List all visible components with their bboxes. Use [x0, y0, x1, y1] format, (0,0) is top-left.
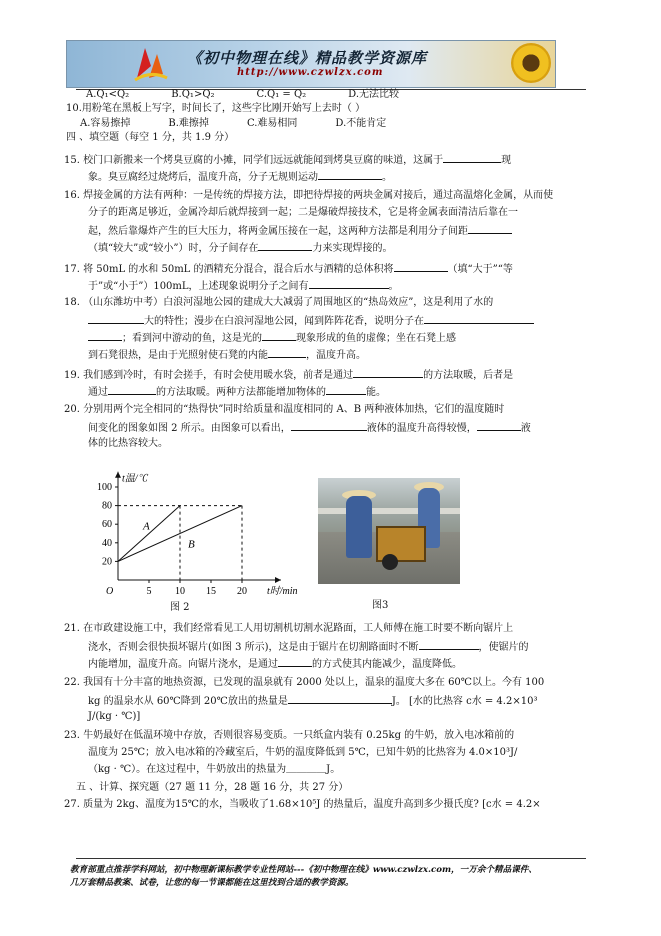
text-line: [88, 347, 366, 363]
text-segment: （填“较大”或“较小”）时，分子间存在: [88, 243, 259, 254]
text-line: [88, 710, 140, 724]
answer-blank[interactable]: [394, 261, 448, 272]
text-segment: J/(kg · ℃)]: [88, 711, 141, 722]
text-line: [64, 798, 541, 812]
x-axis-label: t时/min: [267, 586, 298, 597]
text-segment: A.Q₁<Q₂: [86, 89, 130, 100]
answer-blank[interactable]: [88, 330, 122, 341]
x-tick-label: 20: [237, 586, 247, 597]
text-segment: 的方法取暖。两种方法都能增加物体的: [156, 387, 326, 398]
text-line: [64, 296, 493, 310]
text-line: [80, 117, 386, 131]
text-segment: 于”或“小于”）100mL，上述现象说明分子之间有: [88, 281, 309, 292]
answer-blank[interactable]: [108, 384, 156, 395]
text-line: [88, 223, 512, 239]
text-line: [88, 330, 456, 346]
x-axis-arrow: [275, 577, 281, 583]
text-line: [88, 206, 518, 220]
text-segment: 起，然后靠爆炸产生的巨大压力，将两金属压接在一起，这两种方法都是利用分子间距: [88, 226, 468, 237]
answer-blank[interactable]: [419, 639, 479, 650]
text-segment: 23. 牛奶最好在低温环境中存放，否则很容易变质。一只纸盒内装有 0.25kg 的牛奶，放入电冰箱前的: [64, 730, 515, 741]
figure-2-caption: 图 2: [170, 602, 190, 613]
banner-title: 《初中物理在线》精品教学资源库: [187, 49, 428, 67]
answer-blank[interactable]: [262, 330, 296, 341]
y-tick-label: 80: [102, 500, 112, 512]
text-line: [64, 622, 513, 636]
series-line-a: [118, 506, 180, 562]
answer-blank[interactable]: [268, 347, 306, 358]
text-segment: B.难擦掉: [168, 118, 209, 129]
text-segment: D.不能肯定: [335, 118, 387, 129]
text-segment: 分子的距离足够近，金属冷却后就焊接到一起；二是爆破焊接技术，它是将金属表面清洁后靠在一: [88, 207, 518, 218]
text-segment: ；看到河中游动的鱼，这是光的: [122, 333, 262, 344]
text-line: [66, 102, 365, 116]
text-line: [86, 88, 399, 102]
text-segment: 液体的温度升高得较慢，: [366, 423, 477, 434]
x-tick-label: 15: [206, 586, 216, 597]
text-segment: 五 、计算、探究题（27 题 11 分，28 题 16 分，共 27 分）: [76, 782, 349, 793]
site-logo-icon: [131, 44, 169, 82]
banner-url: http://www.czwlzx.com: [237, 67, 384, 78]
answer-blank[interactable]: [88, 313, 144, 324]
answer-blank[interactable]: [477, 420, 521, 431]
y-axis-arrow: [115, 472, 121, 478]
text-segment: 内能增加，温度升高。向锯片浇水，是通过: [88, 659, 278, 670]
text-segment: ，使锯片的: [478, 642, 529, 653]
sunflower-icon: [511, 43, 551, 83]
text-segment: A.容易擦掉: [80, 118, 131, 129]
text-segment: C.Q₁ = Q₂: [256, 89, 307, 100]
text-segment: 10.用粉笔在黑板上写字，时间长了，这些字比刚开始写上去时（ ）: [66, 103, 366, 114]
text-segment: 19. 我们感到冷时，有时会搓手，有时会使用暖水袋，前者是通过: [64, 370, 354, 381]
answer-blank[interactable]: [258, 240, 312, 251]
text-line: [88, 278, 399, 294]
text-line: [64, 403, 504, 417]
worker: [346, 496, 372, 558]
text-segment: 力来实现焊接的。: [312, 243, 393, 254]
text-line: [64, 152, 511, 168]
text-segment: 的方法取暖，后者是: [423, 370, 514, 381]
text-line: [64, 676, 544, 690]
text-segment: kg 的温泉水从 60℃降到 20℃放出的热量是: [88, 696, 288, 707]
text-segment: 17. 将 50mL 的水和 50mL 的酒精充分混合，混合后水与酒精的总体积将: [64, 264, 394, 275]
text-line: [64, 189, 553, 203]
text-segment: 浇水，否则会很快损坏锯片(如图 3 所示)，这是由于锯片在切割路面时不断: [88, 642, 419, 653]
y-tick-label: 60: [102, 519, 112, 531]
answer-blank[interactable]: [468, 223, 512, 234]
text-segment: 27. 质量为 2kg、温度为15℃的水，当吸收了1.68×10⁵J 的热量后，温度升高到多少摄氏度? [c水 = 4.2×: [64, 799, 541, 810]
y-axis-label: t温/℃: [122, 473, 148, 485]
machine-wheel: [382, 554, 398, 570]
answer-blank[interactable]: [288, 693, 392, 704]
series-label: A: [143, 520, 150, 533]
text-segment: 现: [501, 155, 512, 166]
text-segment: 。: [388, 281, 399, 292]
footer-rule: [76, 858, 586, 859]
text-line: [88, 437, 168, 451]
road-cutting-photo: [318, 478, 460, 584]
text-line: [88, 639, 529, 655]
text-line: [88, 693, 537, 709]
footer-line-1: 教育部重点推荐学科网站，初中物理新课标教学专业性网站---《初中物理在线》www.czwlzx.com，一万余个精品课件、: [70, 865, 537, 875]
text-line: [88, 384, 386, 400]
text-line: [64, 261, 513, 277]
text-line: [88, 763, 340, 777]
text-line: [66, 131, 234, 145]
text-segment: 大的特性；漫步在白浪河湿地公园，闻到阵阵花香，说明分子在: [144, 316, 424, 327]
text-line: [88, 313, 534, 329]
text-line: [64, 729, 514, 743]
text-segment: 到石凳很热，是由于光照射使石凳的内能: [88, 350, 268, 361]
text-segment: D.无法比较: [348, 89, 399, 100]
header-banner: [66, 40, 556, 88]
text-segment: 四 、填空题（每空 1 分，共 1.9 分）: [66, 132, 235, 143]
text-segment: 16. 焊接金属的方法有两种：一是传统的焊接方法，即把待焊接的两块金属对接后，通过高温熔化金属，从而使: [64, 190, 554, 201]
text-segment: 22. 我国有十分丰富的地热资源，已发现的温泉就有 2000 处以上，温泉的温度大多在 60℃以上。今有 100: [64, 677, 545, 688]
text-segment: C.难易相同: [246, 118, 298, 129]
text-segment: 能。: [366, 387, 386, 398]
temperature-time-chart: [88, 460, 308, 610]
y-tick-label: 40: [102, 537, 112, 549]
text-line: [76, 781, 348, 795]
text-segment: 现象形成的鱼的虚像；坐在石凳上感: [296, 333, 456, 344]
text-segment: （填“大于”“等: [447, 264, 513, 275]
text-segment: 21. 在市政建设施工中，我们经常看见工人用切割机切割水泥路面，工人师傅在施工时要不断向锯片上: [64, 623, 514, 634]
footer-line-2: 几万套精品教案、试卷，让您的每一节课都能在这里找到合适的教学资源。: [70, 878, 354, 888]
answer-blank[interactable]: [326, 384, 366, 395]
text-segment: ，温度升高。: [306, 350, 366, 361]
answer-blank[interactable]: [353, 367, 423, 378]
text-line: [88, 420, 531, 436]
text-segment: 通过: [88, 387, 108, 398]
text-segment: （kg · ℃）。在这过程中，牛奶放出的热量为＿＿＿＿J。: [88, 764, 341, 775]
text-segment: 20. 分别用两个完全相同的“热得快”同时给质量和温度相同的 A、B 两种液体加热，它们的温度随时: [64, 404, 505, 415]
text-segment: J。 [水的比热容 c水 = 4.2×10³: [391, 696, 538, 707]
text-segment: B.Q₁>Q₂: [171, 89, 215, 100]
text-segment: 的方式使其内能减少，温度降低。: [312, 659, 462, 670]
text-segment: 液: [520, 423, 531, 434]
answer-blank[interactable]: [424, 313, 534, 324]
text-line: [88, 240, 392, 256]
answer-blank[interactable]: [309, 278, 389, 289]
series-label: B: [188, 538, 195, 551]
text-line: [88, 746, 517, 760]
answer-blank[interactable]: [443, 152, 501, 163]
text-line: [88, 169, 392, 185]
answer-blank[interactable]: [291, 420, 367, 431]
origin-label: O: [106, 586, 114, 597]
x-tick-label: 5: [146, 586, 152, 597]
text-segment: 间变化的图象如图 2 所示。由图象可以看出，: [88, 423, 291, 434]
text-line: [88, 656, 462, 672]
answer-blank[interactable]: [318, 169, 382, 180]
text-line: [64, 367, 513, 383]
y-tick-label: 20: [102, 556, 112, 568]
x-tick-label: 10: [175, 586, 185, 597]
figure-3-caption: 图3: [372, 600, 389, 611]
text-segment: 温度为 25℃；放入电冰箱的冷藏室后，牛奶的温度降低到 5℃，已知牛奶的比热容为 4.0×10³J/: [88, 747, 518, 758]
y-tick-label: 100: [97, 482, 112, 493]
answer-blank[interactable]: [278, 656, 312, 667]
text-segment: 体的比热容较大。: [88, 438, 168, 449]
text-segment: 18. （山东潍坊中考）白浪河湿地公园的建成大大减弱了周围地区的“热岛效应”，这是利用了水的: [64, 297, 494, 308]
text-segment: 象。臭豆腐经过烧烤后，温度升高，分子无规则运动: [88, 172, 318, 183]
text-segment: 。: [382, 172, 392, 183]
text-segment: 15. 校门口新搬来一个烤臭豆腐的小摊，同学们远远就能闻到烤臭豆腐的味道，这属于: [64, 155, 444, 166]
